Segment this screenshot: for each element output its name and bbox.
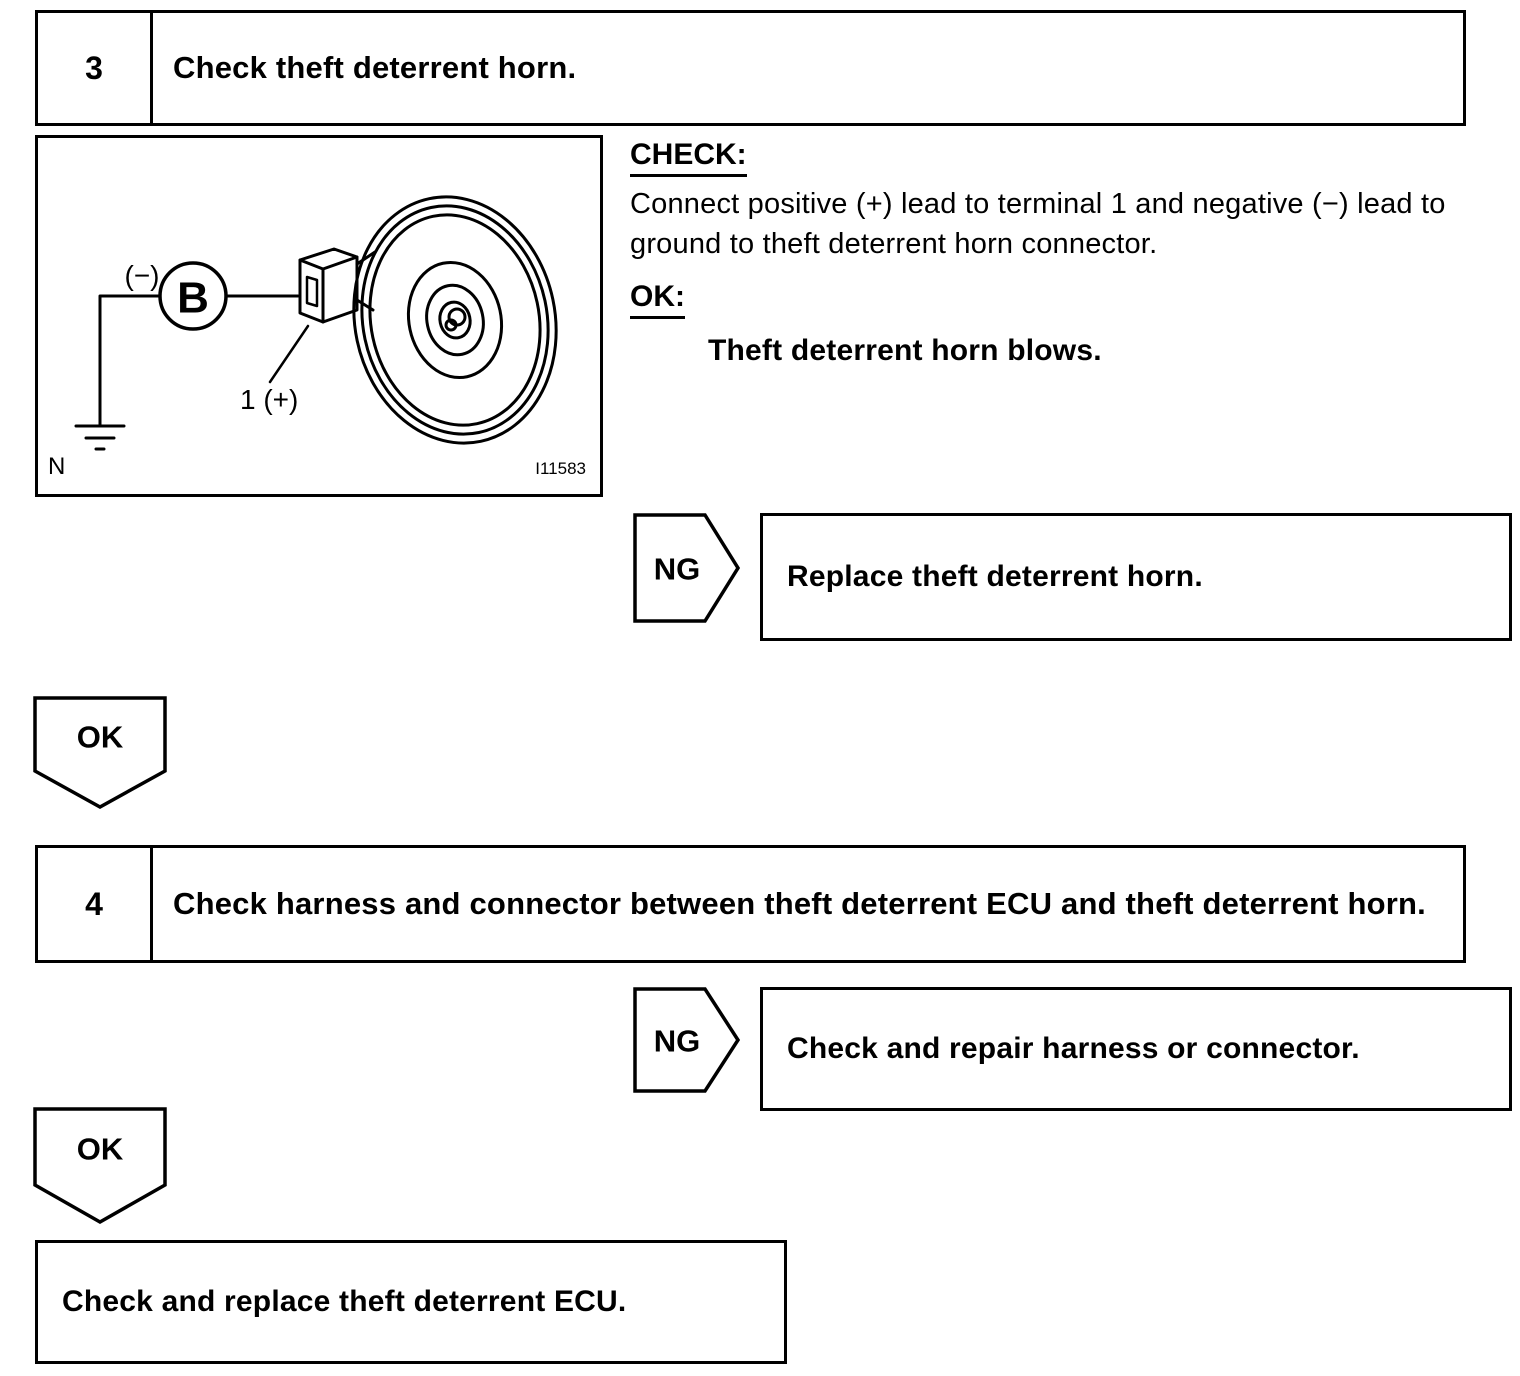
terminal-leader-line (270, 326, 308, 382)
ng-label: NG (653, 551, 701, 587)
horn-test-figure (35, 135, 603, 497)
step-4-number: 4 (38, 848, 153, 960)
figure-probe-letter: B (177, 273, 209, 323)
figure-terminal-label: 1 (+) (240, 384, 299, 415)
ok-arrow-step4 (33, 1107, 167, 1225)
ng-arrow-step4 (633, 987, 741, 1093)
horn-disc (331, 178, 578, 462)
ng-action-text-step4: Check and repair harness or connector. (787, 1032, 1360, 1065)
ok-arrow-step3 (33, 696, 167, 810)
step-4-header (35, 845, 1466, 963)
ng-action-box-step4 (760, 987, 1512, 1111)
step-3-header (35, 10, 1466, 126)
ground-symbol-icon (76, 426, 124, 449)
figure-code-label: I11583 (535, 459, 586, 478)
ng-label: NG (653, 1023, 701, 1059)
step-3-title: Check theft deterrent horn. (173, 50, 577, 86)
connector-terminal-slot (307, 277, 317, 306)
negative-lead-wire (100, 296, 160, 426)
check-heading: CHECK: (630, 138, 747, 177)
ok-heading: OK: (630, 280, 685, 319)
figure-corner-label: N (48, 453, 66, 480)
check-instructions (630, 138, 1510, 368)
final-action-text: Check and replace theft deterrent ECU. (62, 1285, 627, 1318)
final-action-box (35, 1240, 787, 1364)
ok-label: OK (76, 719, 124, 755)
ng-action-text-step3: Replace theft deterrent horn. (787, 560, 1203, 593)
check-body-text: Connect positive (+) lead to terminal 1 and negative (−) lead to ground to theft deterrent horn connector. (630, 188, 1446, 260)
step-4-title: Check harness and connector between theft deterrent ECU and theft deterrent horn. (173, 886, 1426, 922)
ng-action-box-step3 (760, 513, 1512, 641)
ng-arrow-step3 (633, 513, 741, 623)
ok-result-text: Theft deterrent horn blows. (708, 334, 1102, 367)
step-3-number: 3 (38, 13, 153, 123)
ok-label: OK (76, 1131, 124, 1167)
horn-test-illustration (38, 138, 594, 488)
figure-negative-label: (−) (124, 260, 160, 291)
